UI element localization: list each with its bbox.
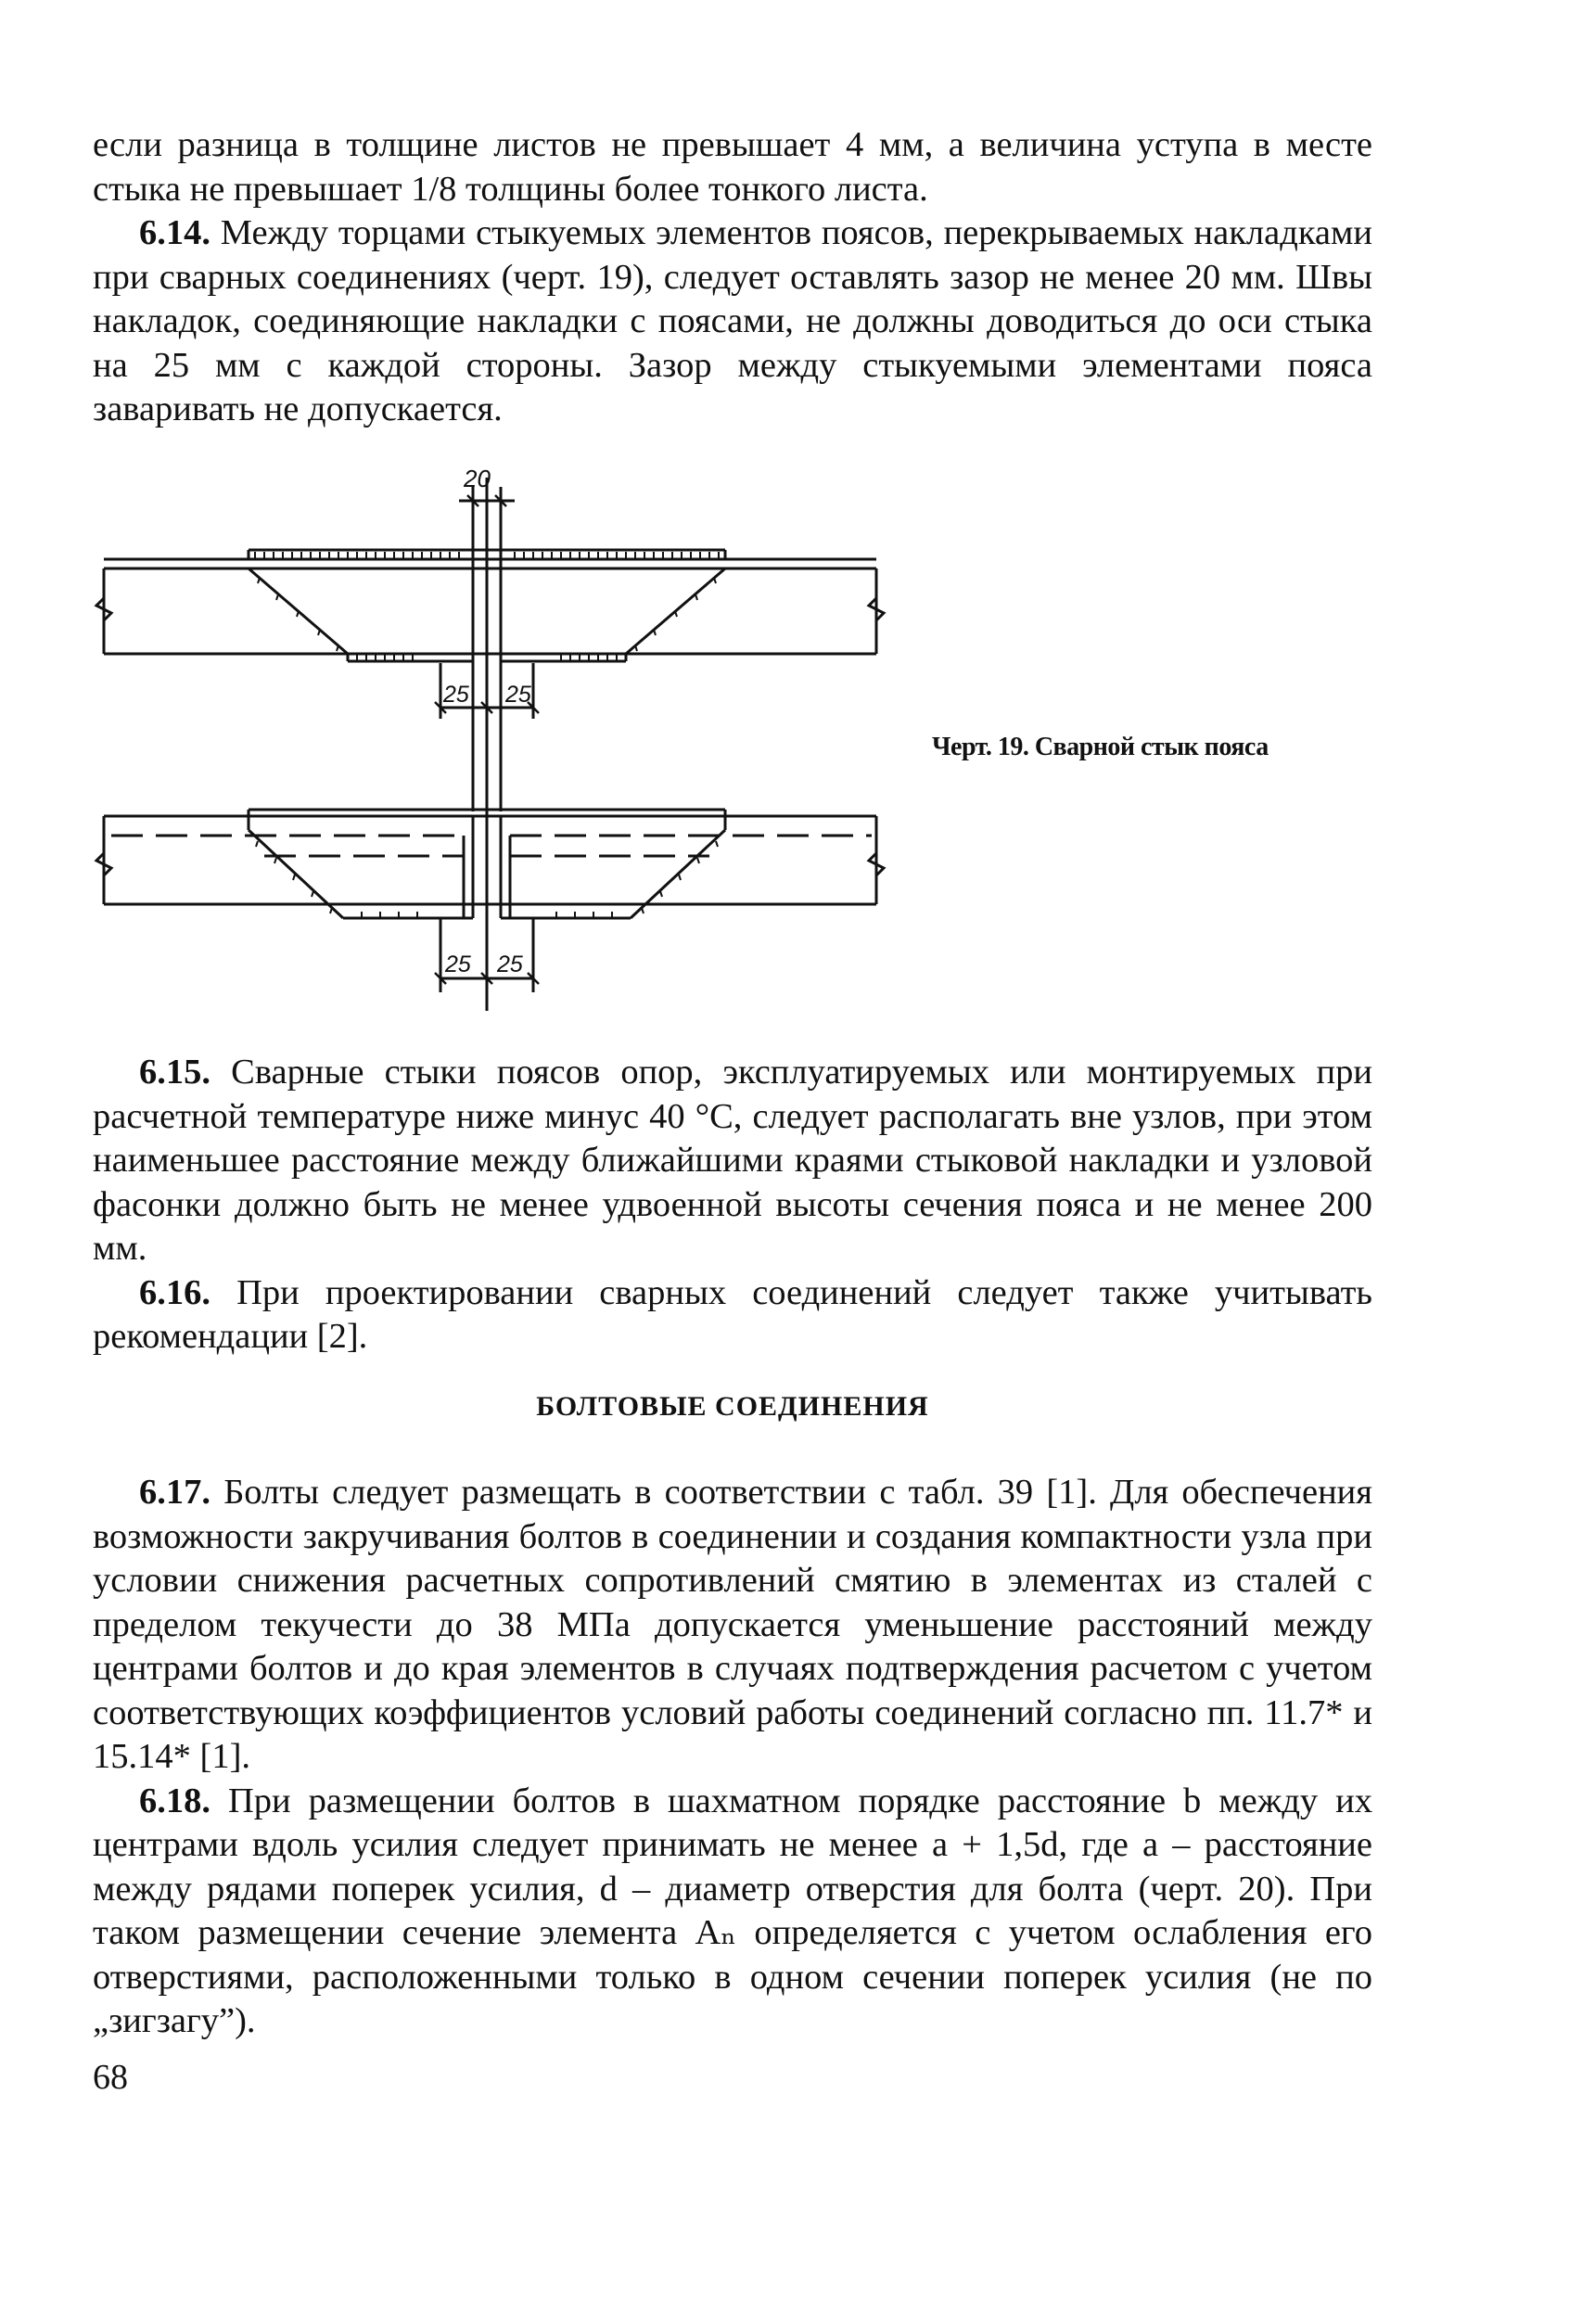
dim-left-label-plan: 25 bbox=[445, 951, 471, 977]
page-number: 68 bbox=[93, 2058, 128, 2097]
clause-number: 6.14. bbox=[139, 213, 210, 252]
clause-text: Сварные стыки поясов опор, эксплуатируемых или монтируемых при расчетной температуре ниже минус 40 °С, следует располагать вне узлов, при этом наименьшее расстояние между ближайшими краями стыковой накладки и узловой фасонки должно быть не менее удвоенной высоты сечения пояса и не менее 200 мм. bbox=[93, 1053, 1372, 1268]
paragraph-continued: если разница в толщине листов не превышает 4 мм, а величина уступа в месте стыка не превышает 1/8 толщины более тонкого листа. bbox=[93, 125, 1372, 209]
clause-number: 6.15. bbox=[139, 1053, 210, 1092]
clause-text: Болты следует размещать в соответствии с табл. 39 [1]. Для обеспечения возможности закручивания болтов в соединении и создания компактности узла при условии снижения расчетных сопротивлений смятию в элементах из сталей с пределом текучести до 38 МПа допускается уменьшение расстояний между центрами болтов и до края элементов в случаях подтверждения расчетом с учетом соответствующих коэффициентов условий работы соединений согласно пп. 11.7* и 15.14* [1]. bbox=[93, 1473, 1372, 1776]
text-block-bottom bbox=[93, 1471, 1372, 2044]
paragraph-6-17 bbox=[93, 1471, 1372, 1780]
paragraph-6-18 bbox=[93, 1780, 1372, 2044]
dim-gap-label: 20 bbox=[464, 465, 491, 492]
clause-text: При размещении болтов в шахматном порядке расстояние b между их центрами вдоль усилия следует принимать не менее a + 1,5d, где a – расстояние между рядами поперек усилия, d – диаметр отверстия для болта (черт. 20). При таком размещении сечение элемента Aₙ определяется с учетом ослабления его отверстиями, расположенными только в одном сечении поперек усилия (не по „зигзагу”). bbox=[93, 1781, 1372, 2040]
text-block-middle bbox=[93, 1051, 1372, 1360]
text-block-top bbox=[93, 123, 1372, 432]
clause-number: 6.18. bbox=[139, 1781, 210, 1820]
clause-text: При проектировании сварных соединений следует также учитывать рекомендации [2]. bbox=[93, 1272, 1372, 1356]
dim-right-label: 25 bbox=[505, 682, 531, 708]
paragraph-6-16 bbox=[93, 1271, 1372, 1360]
dim-right-label-plan: 25 bbox=[497, 951, 523, 977]
section-heading: БОЛТОВЫЕ СОЕДИНЕНИЯ bbox=[536, 1391, 929, 1422]
paragraph-6-14 bbox=[93, 211, 1372, 432]
figure-caption: Черт. 19. Сварной стык пояса bbox=[932, 733, 1269, 761]
clause-number: 6.16. bbox=[139, 1272, 210, 1312]
clause-text: Между торцами стыкуемых элементов поясов, перекрываемых накладками при сварных соединениях (черт. 19), следует оставлять зазор не менее 20 мм. Швы накладок, соединяющие накладки с поясами, не должны доводиться до оси стыка на 25 мм с каждой стороны. Зазор между стыкуемыми элементами пояса заваривать не допускается. bbox=[93, 213, 1372, 428]
dim-left-label: 25 bbox=[443, 682, 469, 708]
clause-number: 6.17. bbox=[139, 1473, 210, 1512]
weld-joint-drawing bbox=[93, 459, 909, 1025]
paragraph-6-15 bbox=[93, 1051, 1372, 1271]
